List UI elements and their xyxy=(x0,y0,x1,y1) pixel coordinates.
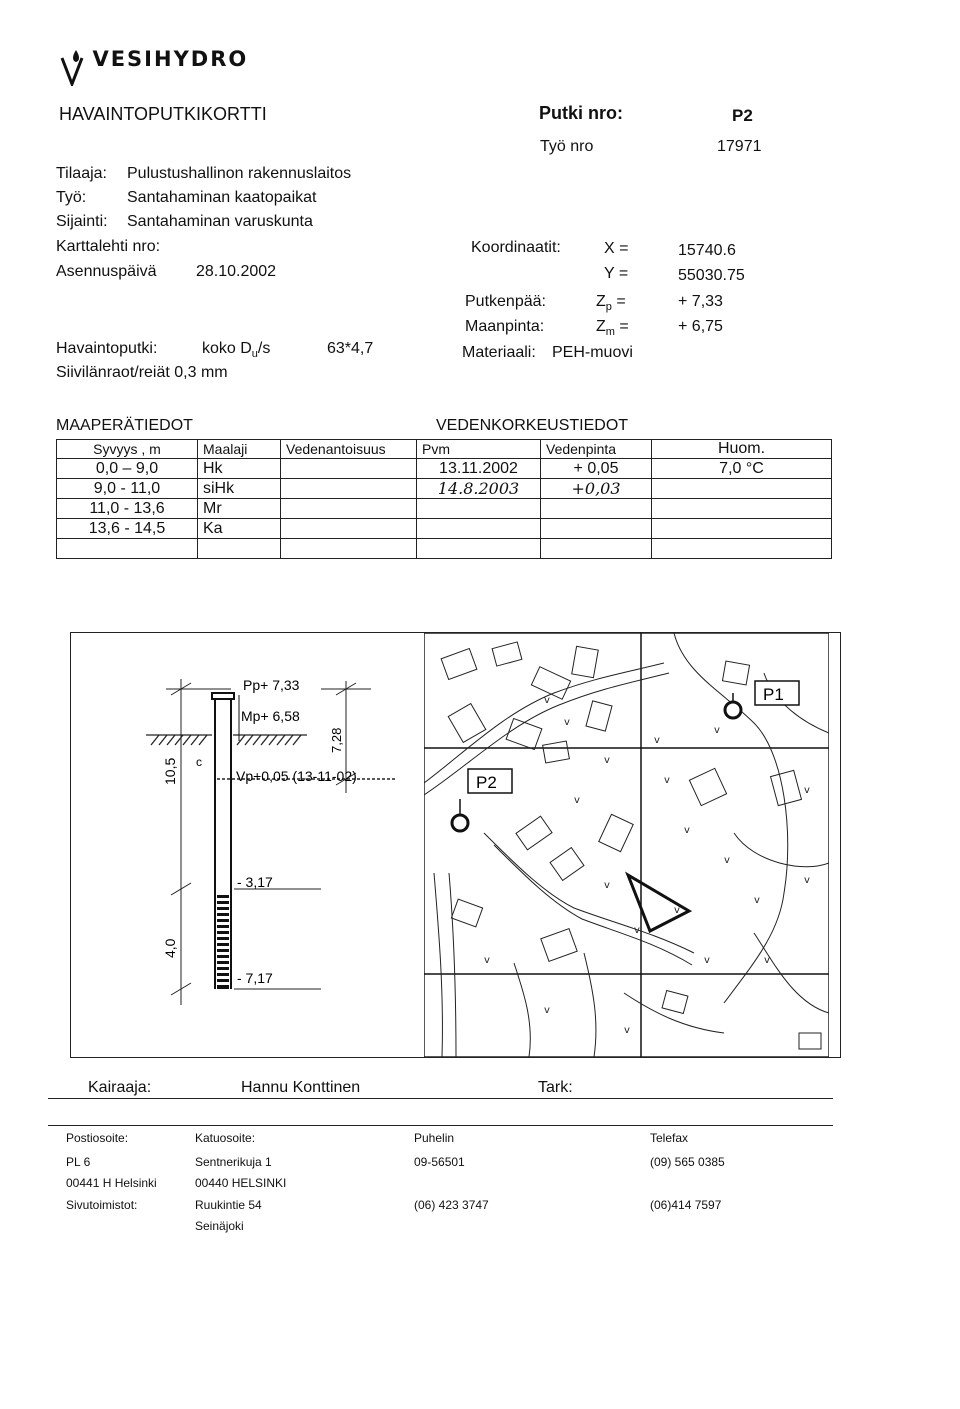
col-date: Pvm xyxy=(417,440,541,459)
svg-text:v: v xyxy=(544,695,550,706)
dim-top-label: 7,28 xyxy=(329,727,344,753)
svg-text:v: v xyxy=(684,825,690,836)
svg-text:v: v xyxy=(754,895,760,906)
ground-hatch xyxy=(146,735,307,745)
soil-section-title: MAAPERÄTIEDOT xyxy=(56,417,193,434)
zm-value: + 6,75 xyxy=(678,318,723,335)
depth-cell: 0,0 – 9,0 xyxy=(57,459,198,479)
location-label: Sijainti: xyxy=(56,213,108,230)
soil-type-cell: siHk xyxy=(198,479,281,499)
phone-3: (06) 423 3747 xyxy=(414,1198,489,1212)
ground-label: Maanpinta: xyxy=(465,318,545,335)
svg-text:v: v xyxy=(674,905,680,916)
tube-no: P2 xyxy=(732,106,753,125)
tube-screen xyxy=(217,895,229,989)
material-label: Materiaali: xyxy=(462,344,536,361)
table-row xyxy=(57,459,832,479)
svg-text:v: v xyxy=(574,795,580,806)
depth-cell: 9,0 - 11,0 xyxy=(57,479,198,499)
level-cell: + 0,05 xyxy=(541,459,652,479)
card-title: HAVAINTOPUTKIKORTTI xyxy=(59,104,267,124)
pump-cell xyxy=(281,459,417,479)
company-name: VESIHYDRO xyxy=(92,47,249,72)
pp-label: Pp+ 7,33 xyxy=(243,677,300,693)
data-table xyxy=(56,439,832,559)
y-value: 55030.75 xyxy=(678,267,745,284)
water-section-title: VEDENKORKEUSTIEDOT xyxy=(436,417,629,434)
company-logo xyxy=(58,47,252,86)
vp-label: Vp+0,05 (13-11-02) xyxy=(236,768,357,784)
fax-3: (06)414 7597 xyxy=(650,1198,722,1212)
col-pump-rate: Vedenantoisuus xyxy=(281,440,417,459)
svg-text:v: v xyxy=(544,1005,550,1016)
date-cell: 14.8.2003 xyxy=(417,479,541,499)
client-value: Pulustushallinon rakennuslaitos xyxy=(127,165,352,182)
table-row xyxy=(57,519,832,539)
svg-text:v: v xyxy=(724,855,730,866)
street-2: 00440 HELSINKI xyxy=(195,1176,287,1190)
top-label: Putkenpää: xyxy=(465,293,546,310)
svg-text:v: v xyxy=(604,755,610,766)
signature-line xyxy=(48,1098,833,1099)
svg-text:v: v xyxy=(764,955,770,966)
street-3: Ruukintie 54 xyxy=(195,1198,262,1212)
table-header-row xyxy=(57,440,832,459)
tube-size: 63*4,7 xyxy=(327,340,374,357)
zp-value: + 7,33 xyxy=(678,293,723,310)
postal-2: 00441 H Helsinki xyxy=(66,1176,157,1190)
site-map xyxy=(424,633,829,1057)
footer-divider xyxy=(48,1125,833,1126)
depth-cell: 11,0 - 13,6 xyxy=(57,499,198,519)
date-cell: 13.11.2002 xyxy=(417,459,541,479)
tube-no-label: Putki nro: xyxy=(539,103,623,123)
svg-text:v: v xyxy=(634,925,640,936)
depth-cell: 13,6 - 14,5 xyxy=(57,519,198,539)
note-cell: 7,0 °C xyxy=(652,459,832,479)
x-label: X = xyxy=(604,240,629,257)
branch-label: Sivutoimistot: xyxy=(66,1198,138,1212)
drop-logo-icon xyxy=(58,50,92,86)
install-date-label: Asennuspäivä xyxy=(56,263,157,280)
p2-label: P2 xyxy=(476,773,497,792)
mp-label: Mp+ 6,58 xyxy=(241,708,300,724)
col-depth: Syvyys , m xyxy=(57,440,198,459)
job-value: Santahaminan kaatopaikat xyxy=(127,189,317,206)
material-value: PEH-muovi xyxy=(552,344,633,361)
phone-label: Puhelin xyxy=(414,1131,455,1145)
client-label: Tilaaja: xyxy=(56,165,107,182)
soil-type-cell: Ka xyxy=(198,519,281,539)
svg-text:v: v xyxy=(804,785,810,796)
soil-type-cell: Hk xyxy=(198,459,281,479)
col-note: Huom. xyxy=(652,440,832,459)
p1-label: P1 xyxy=(763,685,784,704)
install-date: 28.10.2002 xyxy=(196,263,277,280)
svg-text:v: v xyxy=(804,875,810,886)
driller-name: Hannu Konttinen xyxy=(241,1079,361,1096)
street-1: Sentnerikuja 1 xyxy=(195,1155,272,1169)
city-3: Seinäjoki xyxy=(195,1219,244,1233)
screen-info: Siivilänraot/reiät 0,3 mm xyxy=(56,364,228,381)
level-1-label: - 3,17 xyxy=(237,874,273,890)
table-row xyxy=(57,479,832,499)
zp-label: $Z_p$ = xyxy=(596,293,626,314)
work-no: 17971 xyxy=(717,138,762,155)
dim-screen-label: 4,0 xyxy=(162,938,178,958)
level-cell: +0,03 xyxy=(541,479,652,499)
coords-label: Koordinaatit: xyxy=(471,239,561,256)
fax-1: (09) 565 0385 xyxy=(650,1155,725,1169)
y-label: Y = xyxy=(604,265,629,282)
svg-text:v: v xyxy=(714,725,720,736)
svg-text:v: v xyxy=(654,735,660,746)
svg-text:v: v xyxy=(604,880,610,891)
svg-text:v: v xyxy=(624,1025,630,1036)
postal-label: Postiosoite: xyxy=(66,1131,129,1145)
fax-label: Telefax xyxy=(650,1131,689,1145)
dim-total-label: 10,5 xyxy=(162,757,178,785)
postal-1: PL 6 xyxy=(66,1155,91,1169)
col-soil-type: Maalaji xyxy=(198,440,281,459)
tube-size-label: koko $D_u/s$ xyxy=(202,340,271,361)
col-water-level: Vedenpinta xyxy=(541,440,652,459)
table-row xyxy=(57,499,832,519)
checker-label: Tark: xyxy=(538,1079,573,1096)
map-sheet-label: Karttalehti nro: xyxy=(56,238,161,255)
table-row xyxy=(57,539,832,559)
zm-label: $Z_m$ = xyxy=(596,318,629,339)
street-label: Katuosoite: xyxy=(195,1131,256,1145)
c-mark: c xyxy=(196,755,202,769)
svg-text:v: v xyxy=(484,955,490,966)
work-no-label: Työ nro xyxy=(540,138,594,155)
note-cell xyxy=(652,479,832,499)
job-label: Työ: xyxy=(56,189,87,206)
svg-text:v: v xyxy=(704,955,710,966)
tube-diagram xyxy=(71,633,431,1057)
svg-text:v: v xyxy=(664,775,670,786)
phone-1: 09-56501 xyxy=(414,1155,465,1169)
tube-label: Havaintoputki: xyxy=(56,340,158,357)
level-2-label: - 7,17 xyxy=(237,970,273,986)
location-value: Santahaminan varuskunta xyxy=(127,213,313,230)
svg-text:v: v xyxy=(564,717,570,728)
x-value: 15740.6 xyxy=(678,242,736,259)
soil-type-cell: Mr xyxy=(198,499,281,519)
pump-cell xyxy=(281,479,417,499)
driller-label: Kairaaja: xyxy=(88,1079,152,1096)
